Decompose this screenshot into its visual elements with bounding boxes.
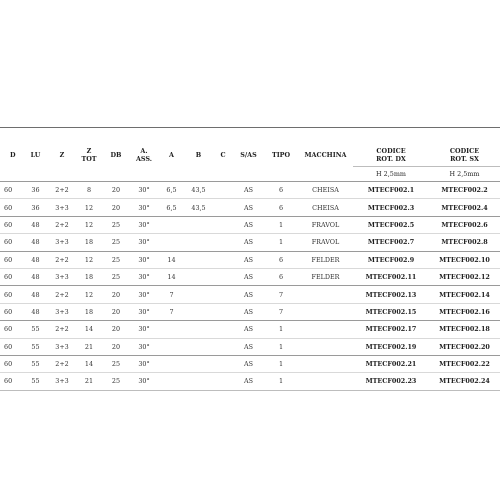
cell-tipo: 1 [278,238,284,247]
cell-code-sx: MTECF002.22 [439,360,490,369]
cell-b [184,303,213,320]
cell-tipo: 7 [278,307,284,316]
cell-d: 60 [4,186,13,195]
header-b: B [184,128,213,182]
cell-macchina: CHEISA [312,203,339,212]
cell-d: 60 [4,307,13,316]
cell-tipo: 6 [278,255,284,264]
cell-code-sx: MTECF002.14 [439,290,490,299]
cell-z: 3+3 [55,203,69,212]
cell-lu: 48 [31,307,40,316]
cell-lu: 55 [31,377,40,386]
table-row [0,251,500,268]
cell-d: 60 [4,220,13,229]
cell-lu: 48 [31,273,40,282]
cell-a-ass: 30° [138,290,150,299]
cell-a-ass: 30° [138,186,150,195]
cell-code-sx: MTECF002.12 [439,273,490,282]
cell-a-ass: 30° [138,273,150,282]
cell-db: 25 [111,220,121,229]
header-codice-sx-line2: ROT. SX [450,155,479,163]
cell-a: 7 [169,290,174,299]
header-a: A [159,128,184,182]
header-lu: LU [22,128,49,182]
header-z-tot-line1: Z [86,146,92,155]
cell-lu: 55 [31,325,40,334]
cell-z: 2+2 [55,360,69,369]
cell-tipo: 6 [278,186,284,195]
cell-z-tot: 21 [84,342,94,351]
cell-s-as: AS [244,325,253,334]
cell-a: 14 [167,255,176,264]
cell-code-dx: MTECF002.17 [365,325,417,334]
cell-code-sx: MTECF002.24 [439,377,490,386]
cell-z-tot: 12 [84,203,94,212]
cell-a: 6,5 [166,203,177,212]
cell-s-as: AS [244,290,253,299]
cell-b [184,234,213,251]
cell-tipo: 1 [278,220,284,229]
cell-a: 14 [167,273,176,282]
header-codice-sx [429,128,500,167]
header-tipo: TIPO [264,128,298,182]
cell-tipo: 1 [278,377,284,386]
cell-tipo: 1 [278,342,284,351]
cell-a [159,216,184,233]
cell-code-sx: MTECF002.18 [439,325,490,334]
header-macchina: MACCHINA [298,128,353,182]
cell-s-as: AS [244,360,253,369]
cell-db: 20 [111,307,121,316]
cell-code-sx: MTECF002.2 [441,186,488,195]
cell-z: 3+3 [55,342,69,351]
cell-code-dx: MTECF002.23 [365,377,417,386]
cell-d: 60 [4,325,13,334]
cell-d: 60 [4,203,13,212]
cell-b [184,373,213,390]
header-row [0,128,500,167]
cell-b [184,286,213,303]
cell-db: 20 [111,290,121,299]
cell-b: 43,5 [191,186,206,195]
cell-s-as: AS [244,220,253,229]
table-row [0,286,500,303]
cell-tipo: 6 [278,273,284,282]
cell-a-ass: 30° [138,238,150,247]
cell-code-sx: MTECF002.10 [439,255,490,264]
cell-tipo: 1 [278,360,284,369]
cell-a [159,234,184,251]
cell-z-tot: 21 [84,377,94,386]
cell-d: 60 [4,255,13,264]
cell-s-as: AS [244,377,253,386]
cell-a-ass: 30° [138,342,150,351]
cell-a-ass: 30° [138,377,150,386]
cell-macchina [298,303,353,320]
cell-a [159,373,184,390]
cell-code-sx: MTECF002.16 [439,307,490,316]
header-z: Z [49,128,75,182]
table-row [0,373,500,390]
cell-c [213,355,233,372]
header-a-ass-line1: A. [140,146,148,155]
cell-c [213,321,233,338]
cell-z-tot: 14 [84,360,94,369]
cell-s-as: AS [244,203,253,212]
cell-db: 25 [111,255,121,264]
cell-d: 60 [4,238,13,247]
cell-lu: 36 [31,203,40,212]
cell-z: 2+2 [55,186,69,195]
cell-b [184,338,213,355]
cell-macchina [298,286,353,303]
cell-macchina: FELDER [311,255,340,264]
cell-a [159,321,184,338]
cell-a [159,338,184,355]
cell-db: 20 [111,203,121,212]
cell-macchina: FRAVOL [311,220,340,229]
cell-code-sx: MTECF002.20 [439,342,490,351]
cell-z-tot: 8 [86,186,92,195]
cell-a-ass: 30° [138,255,150,264]
cell-d: 60 [4,342,13,351]
header-codice-dx-line1: CODICE [376,147,406,155]
cell-code-dx: MTECF002.9 [367,255,415,264]
cell-z: 3+3 [55,377,69,386]
cell-db: 20 [111,342,121,351]
header-d: D [0,128,22,182]
cell-macchina [298,373,353,390]
cell-z: 3+3 [55,238,69,247]
header-codice-dx-line2: ROT. DX [376,155,406,163]
table-row [0,355,500,372]
cell-z-tot: 18 [84,238,94,247]
cell-s-as: AS [244,186,253,195]
header-z-tot-line2: TOT [81,154,97,163]
product-table [0,127,500,391]
cell-tipo: 7 [278,290,284,299]
cell-code-dx: MTECF002.7 [367,238,415,247]
cell-macchina [298,355,353,372]
cell-z: 3+3 [55,273,69,282]
cell-code-sx: MTECF002.6 [441,220,488,229]
table-row [0,182,500,199]
cell-db: 25 [111,377,121,386]
cell-z-tot: 12 [84,290,94,299]
cell-db: 20 [111,325,121,334]
cell-a [159,355,184,372]
cell-code-dx: MTECF002.15 [365,307,417,316]
cell-lu: 55 [31,342,40,351]
cell-z: 2+2 [55,220,69,229]
cell-code-dx: MTECF002.11 [365,273,417,282]
cell-d: 60 [4,273,13,282]
header-a-ass-line2: ASS. [135,154,153,163]
cell-a-ass: 30° [138,325,150,334]
cell-code-dx: MTECF002.19 [365,342,417,351]
cell-macchina [298,338,353,355]
cell-tipo: 6 [278,203,284,212]
cell-lu: 48 [31,238,40,247]
cell-lu: 36 [31,186,40,195]
cell-z-tot: 12 [84,220,94,229]
header-codice-sx-line1: CODICE [449,147,480,155]
cell-z-tot: 14 [84,325,94,334]
cell-s-as: AS [244,273,253,282]
cell-c [213,286,233,303]
cell-db: 25 [111,360,121,369]
table-row [0,321,500,338]
cell-z-tot: 12 [84,255,94,264]
cell-macchina: CHEISA [312,186,339,195]
cell-db: 25 [111,238,121,247]
cell-code-dx: MTECF002.3 [367,203,415,212]
cell-b [184,321,213,338]
cell-b [184,355,213,372]
cell-z-tot: 18 [84,307,94,316]
cell-code-sx: MTECF002.8 [441,238,488,247]
cell-a-ass: 30° [138,220,150,229]
cell-macchina [298,321,353,338]
cell-s-as: AS [244,307,253,316]
cell-tipo: 1 [278,325,284,334]
cell-code-sx: MTECF002.4 [441,203,488,212]
cell-c [213,234,233,251]
cell-a: 7 [169,307,174,316]
cell-c [213,268,233,285]
header-s-as: S/AS [233,128,264,182]
cell-b: 43,5 [191,203,206,212]
cell-lu: 48 [31,290,40,299]
cell-s-as: AS [244,342,253,351]
cell-c [213,199,233,216]
cell-d: 60 [4,377,13,386]
cell-a-ass: 30° [138,360,150,369]
cell-c [213,303,233,320]
cell-a: 6,5 [166,186,177,195]
header-codice-dx [353,128,429,167]
table-row [0,303,500,320]
cell-code-dx: MTECF002.13 [365,290,417,299]
cell-c [213,338,233,355]
cell-z: 3+3 [55,307,69,316]
cell-d: 60 [4,360,13,369]
table-body [0,182,500,391]
cell-b [184,251,213,268]
cell-s-as: AS [244,255,253,264]
cell-lu: 48 [31,255,40,264]
table-row [0,338,500,355]
header-c: C [213,128,233,182]
cell-c [213,251,233,268]
header-z-tot [75,128,103,182]
cell-z-tot: 18 [84,273,94,282]
table-row [0,216,500,233]
cell-b [184,216,213,233]
table-row [0,268,500,285]
product-spec-sheet [0,127,500,391]
table-row [0,234,500,251]
subheader-sx: H 2,5mm [429,167,500,182]
cell-db: 25 [111,273,121,282]
cell-code-dx: MTECF002.21 [365,360,417,369]
subheader-dx: H 2,5mm [353,167,429,182]
cell-macchina: FRAVOL [311,238,340,247]
cell-a-ass: 30° [138,307,150,316]
cell-s-as: AS [244,238,253,247]
cell-code-dx: MTECF002.1 [367,186,415,195]
cell-c [213,216,233,233]
cell-z: 2+2 [55,290,69,299]
cell-lu: 48 [31,220,40,229]
cell-db: 20 [111,186,121,195]
cell-z: 2+2 [55,325,69,334]
cell-d: 60 [4,290,13,299]
header-db: DB [103,128,129,182]
cell-lu: 55 [31,360,40,369]
cell-a-ass: 30° [138,203,150,212]
cell-macchina: FELDER [311,273,340,282]
table-row [0,199,500,216]
cell-z: 2+2 [55,255,69,264]
cell-c [213,373,233,390]
cell-code-dx: MTECF002.5 [367,220,415,229]
cell-c [213,182,233,199]
cell-b [184,268,213,285]
header-a-ass [129,128,159,182]
